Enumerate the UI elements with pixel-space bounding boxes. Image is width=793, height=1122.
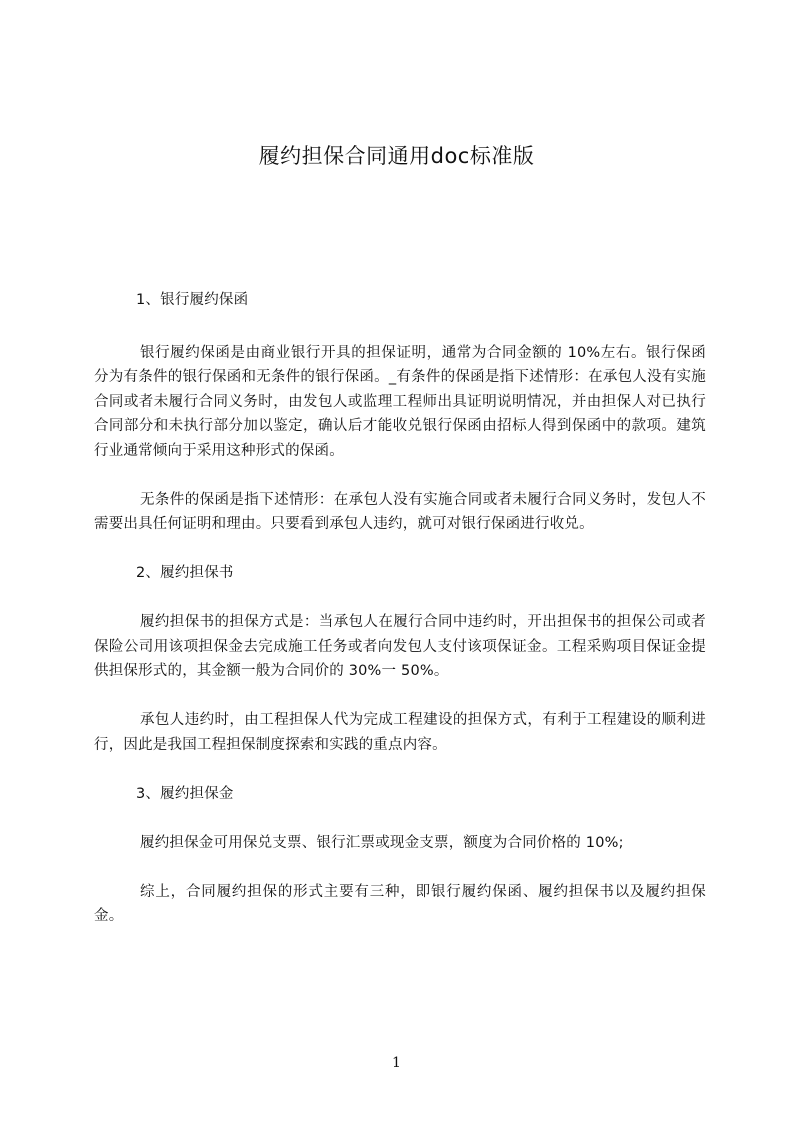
section-heading-3: 3、履约担保金 <box>136 785 234 802</box>
section-3-paragraph-1: 履约担保金可用保兑支票、银行汇票或现金支票，额度为合同价格的 10%; <box>140 834 624 851</box>
document-title: 履约担保合同通用doc标准版 <box>258 144 535 168</box>
section-3-paragraph-2: 综上，合同履约担保的形式主要有三种，即银行履约保函、履约担保书以及履约担保金。 <box>94 883 706 924</box>
section-heading-2: 2、履约担保书 <box>136 565 234 581</box>
page-number: 1 <box>392 1055 401 1071</box>
document-body <box>94 288 706 929</box>
section-1-paragraph-2: 无条件的保函是指下述情形：在承包人没有实施合同或者未履行合同义务时，发包人不需要出具任何证明和理由。只要看到承包人违约，就可对银行保函进行收兑。 <box>94 491 706 532</box>
section-2-paragraph-1: 履约担保书的担保方式是：当承包人在履行合同中违约时，开出担保书的担保公司或者保险公司用该项担保金去完成施工任务或者向发包人支付该项保证金。工程采购项目保证金提供担保形式的，其金额一般为合同价的 30%一 50%。 <box>94 614 706 679</box>
section-2-paragraph-2: 承包人违约时，由工程担保人代为完成工程建设的担保方式，有利于工程建设的顺利进行，因此是我国工程担保制度探索和实践的重点内容。 <box>94 712 706 753</box>
section-1-paragraph-1: 银行履约保函是由商业银行开具的担保证明，通常为合同金额的 10%左右。银行保函分为有条件的银行保函和无条件的银行保函。_有条件的保函是指下述情形：在承包人没有实施合同或者未履行合同义务时，由发包人或监理工程师出具证明说明情况，并由担保人对已执行合同部分和未执行部分加以鉴定，确认后才能收兑银行保函由招标人得到保函中的款项。建筑行业通常倾向于采用这种形式的保函。 <box>94 344 706 459</box>
section-heading-1: 1、银行履约保函 <box>136 292 249 308</box>
